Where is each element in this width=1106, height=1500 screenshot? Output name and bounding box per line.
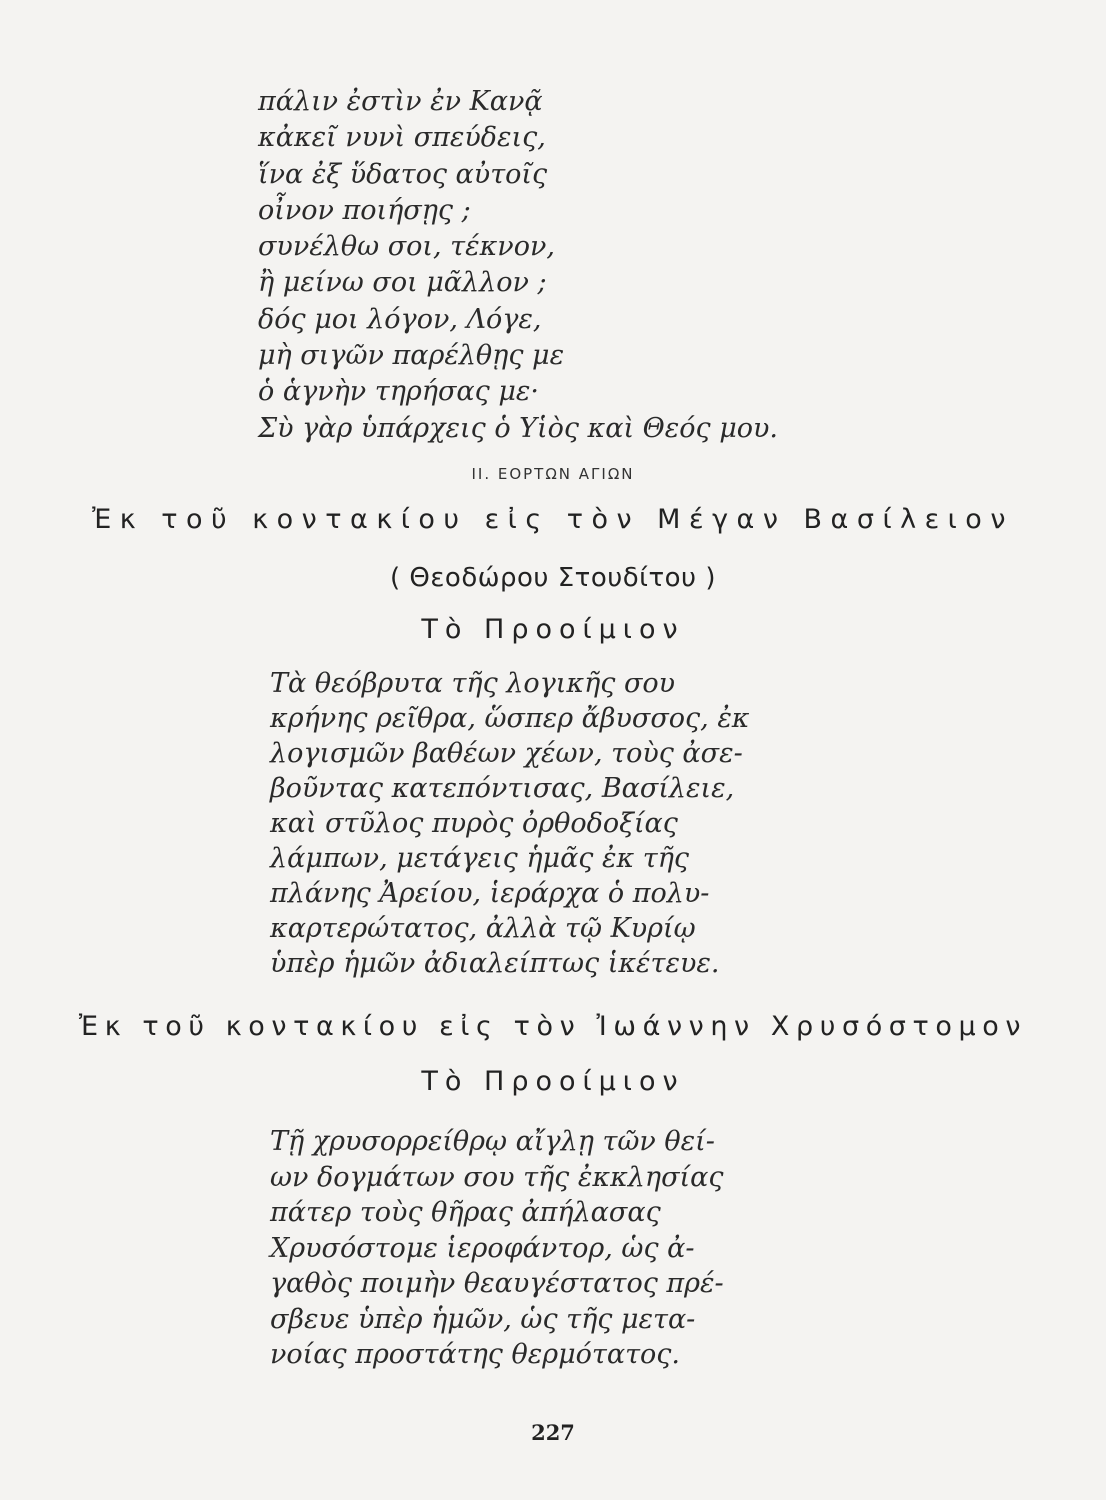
verse-line: καὶ στῦλος πυρὸς ὀρθοδοξίας bbox=[270, 808, 678, 839]
verse-line: πλάνης Ἀρείου, ἱεράρχα ὁ πολυ- bbox=[270, 878, 710, 909]
verse-line: οἶνον ποιήσῃς ; bbox=[258, 194, 471, 226]
section-heading-basil: Ἐκ τοῦ κοντακίου εἰς τὸν Μέγαν Βασίλειον bbox=[92, 504, 1014, 535]
verse-line: μὴ σιγῶν παρέλθῃς με bbox=[258, 340, 565, 372]
verse-line: ὑπὲρ ἡμῶν ἀδιαλείπτως ἱκέτευε. bbox=[270, 948, 720, 979]
verse-line: βοῦντας κατεπόντισας, Βασίλειε, bbox=[270, 773, 735, 804]
verse-line: νοίας προστάτης θερμότατος. bbox=[270, 1339, 680, 1370]
verse-line: λάμπων, μετάγεις ἡμᾶς ἐκ τῆς bbox=[270, 843, 690, 874]
verse-line: σβευε ὑπὲρ ἡμῶν, ὡς τῆς μετα- bbox=[270, 1303, 696, 1335]
author-subheading: ( Θεοδώρου Στουδίτου ) bbox=[390, 563, 716, 593]
verse-line: Τῇ χρυσορρείθρῳ αἴγλῃ τῶν θεί- bbox=[270, 1126, 715, 1157]
verse-line: ἵνα ἐξ ὕδατος αὐτοῖς bbox=[258, 158, 548, 190]
verse-top bbox=[258, 84, 778, 447]
section-label: II. ΕΟΡΤΩΝ ΑΓΙΩΝ bbox=[471, 465, 635, 483]
verse-line: γαθὸς ποιμὴν θεαυγέστατος πρέ- bbox=[270, 1268, 724, 1299]
verse-line: πάτερ τοὺς θῆρας ἀπήλασας bbox=[270, 1197, 661, 1228]
verse-line: ὁ ἁγνὴν τηρήσας με· bbox=[258, 376, 539, 408]
verse-line: πάλιν ἐστὶν ἐν Κανᾷ bbox=[258, 86, 543, 117]
verse-line: Τὰ θεόβρυτα τῆς λογικῆς σου bbox=[270, 668, 676, 699]
page-number: 227 bbox=[531, 1420, 575, 1445]
verse-line: συνέλθω σοι, τέκνον, bbox=[258, 231, 555, 263]
prooimion-title-chrysostom: Τὸ Προοίμιον bbox=[421, 1066, 685, 1097]
verse-line: κρήνης ρεῖθρα, ὥσπερ ἄβυσσος, ἐκ bbox=[270, 703, 750, 734]
verse-line: Χρυσόστομε ἱεροφάντορ, ὡς ἀ- bbox=[270, 1232, 695, 1264]
prooimion-title-basil: Τὸ Προοίμιον bbox=[421, 614, 685, 645]
verse-line: δός μοι λόγον, Λόγε, bbox=[258, 303, 542, 335]
verse-basil bbox=[270, 666, 750, 981]
verse-line: λογισμῶν βαθέων χέων, τοὺς ἀσε- bbox=[270, 738, 743, 769]
verse-line: καρτερώτατος, ἀλλὰ τῷ Κυρίῳ bbox=[270, 913, 696, 944]
verse-chrysostom bbox=[270, 1124, 724, 1373]
section-heading-chrysostom: Ἐκ τοῦ κοντακίου εἰς τὸν Ἰωάννην Χρυσόστομον bbox=[78, 1011, 1028, 1042]
verse-line: κἀκεῖ νυνὶ σπεύδεις, bbox=[258, 122, 546, 154]
verse-line: ἢ μείνω σοι μᾶλλον ; bbox=[258, 267, 547, 299]
verse-line: ων δογμάτων σου τῆς ἐκκλησίας bbox=[270, 1161, 724, 1193]
verse-line: Σὺ γὰρ ὑπάρχεις ὁ Υἱὸς καὶ Θεός μου. bbox=[258, 412, 779, 444]
